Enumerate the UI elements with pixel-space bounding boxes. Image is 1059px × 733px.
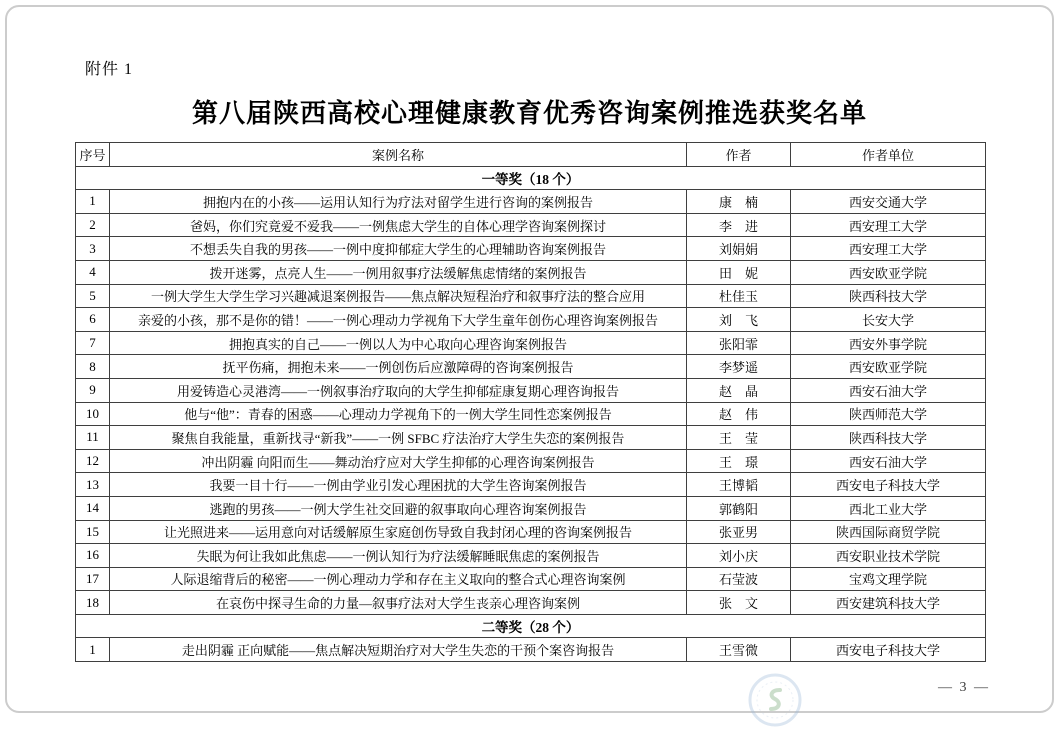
award-table-body	[76, 166, 986, 661]
table-row	[76, 213, 986, 237]
cell-case: 爸妈，你们究竟爱不爱我——一例焦虑大学生的自体心理学咨询案例探讨	[110, 213, 687, 237]
cell-unit: 西安外事学院	[791, 331, 986, 355]
cell-author: 刘 飞	[687, 308, 791, 332]
cell-unit: 西安理工大学	[791, 237, 986, 261]
cell-no: 8	[76, 355, 110, 379]
cell-unit: 长安大学	[791, 308, 986, 332]
cell-case: 我要一目十行——一例由学业引发心理困扰的大学生咨询案例报告	[110, 473, 687, 497]
cell-author: 张亚男	[687, 520, 791, 544]
cell-no: 6	[76, 308, 110, 332]
cell-no: 5	[76, 284, 110, 308]
table-row	[76, 237, 986, 261]
cell-unit: 西安交通大学	[791, 190, 986, 214]
cell-no: 17	[76, 567, 110, 591]
column-header-case: 案例名称	[110, 143, 687, 167]
cell-case: 亲爱的小孩，那不是你的错！——一例心理动力学视角下大学生童年创伤心理咨询案例报告	[110, 308, 687, 332]
cell-author: 王雪微	[687, 638, 791, 662]
cell-case: 拨开迷雾，点亮人生——一例用叙事疗法缓解焦虑情绪的案例报告	[110, 260, 687, 284]
cell-case: 冲出阴霾 向阳而生——舞动治疗应对大学生抑郁的心理咨询案例报告	[110, 449, 687, 473]
table-row	[76, 426, 986, 450]
cell-unit: 西安建筑科技大学	[791, 591, 986, 615]
cell-case: 聚焦自我能量，重新找寻“新我”——一例 SFBC 疗法治疗大学生失恋的案例报告	[110, 426, 687, 450]
cell-author: 李 进	[687, 213, 791, 237]
cell-unit: 西安石油大学	[791, 449, 986, 473]
table-row	[76, 473, 986, 497]
table-row	[76, 190, 986, 214]
section-label: 一等奖（18 个）	[76, 166, 986, 190]
cell-unit: 西安欧亚学院	[791, 355, 986, 379]
section-label: 二等奖（28 个）	[76, 614, 986, 638]
cell-case: 逃跑的男孩——一例大学生社交回避的叙事取向心理咨询案例报告	[110, 496, 687, 520]
cell-no: 7	[76, 331, 110, 355]
cell-no: 1	[76, 638, 110, 662]
cell-author: 赵 晶	[687, 378, 791, 402]
cell-author: 赵 伟	[687, 402, 791, 426]
cell-author: 杜佳玉	[687, 284, 791, 308]
column-header-no: 序号	[76, 143, 110, 167]
section-row	[76, 166, 986, 190]
cell-author: 张 文	[687, 591, 791, 615]
cell-no: 2	[76, 213, 110, 237]
cell-author: 王 璟	[687, 449, 791, 473]
cell-no: 9	[76, 378, 110, 402]
cell-unit: 西安电子科技大学	[791, 638, 986, 662]
cell-unit: 陕西科技大学	[791, 426, 986, 450]
cell-case: 抚平伤痛，拥抱未来——一例创伤后应激障碍的咨询案例报告	[110, 355, 687, 379]
cell-case: 拥抱内在的小孩——运用认知行为疗法对留学生进行咨询的案例报告	[110, 190, 687, 214]
cell-unit: 西北工业大学	[791, 496, 986, 520]
cell-author: 王博韬	[687, 473, 791, 497]
cell-unit: 陕西国际商贸学院	[791, 520, 986, 544]
cell-case: 失眠为何让我如此焦虑——一例认知行为疗法缓解睡眠焦虑的案例报告	[110, 544, 687, 568]
cell-unit: 西安电子科技大学	[791, 473, 986, 497]
cell-case: 不想丢失自我的男孩——一例中度抑郁症大学生的心理辅助咨询案例报告	[110, 237, 687, 261]
cell-no: 15	[76, 520, 110, 544]
column-header-author: 作者	[687, 143, 791, 167]
cell-case: 人际退缩背后的秘密——一例心理动力学和存在主义取向的整合式心理咨询案例	[110, 567, 687, 591]
cell-author: 石莹波	[687, 567, 791, 591]
table-row	[76, 331, 986, 355]
table-row	[76, 260, 986, 284]
table-row	[76, 544, 986, 568]
cell-no: 4	[76, 260, 110, 284]
table-row	[76, 402, 986, 426]
cell-no: 14	[76, 496, 110, 520]
cell-case: 在哀伤中探寻生命的力量—叙事疗法对大学生丧亲心理咨询案例	[110, 591, 687, 615]
cell-no: 3	[76, 237, 110, 261]
cell-no: 18	[76, 591, 110, 615]
cell-author: 康 楠	[687, 190, 791, 214]
table-row	[76, 355, 986, 379]
table-row	[76, 638, 986, 662]
table-row	[76, 449, 986, 473]
table-row	[76, 591, 986, 615]
cell-no: 11	[76, 426, 110, 450]
section-row	[76, 614, 986, 638]
cell-case: 让光照进来——运用意向对话缓解原生家庭创伤导致自我封闭心理的咨询案例报告	[110, 520, 687, 544]
column-header-unit: 作者单位	[791, 143, 986, 167]
cell-author: 王 莹	[687, 426, 791, 450]
cell-case: 拥抱真实的自己——一例以人为中心取向心理咨询案例报告	[110, 331, 687, 355]
cell-unit: 西安欧亚学院	[791, 260, 986, 284]
cell-unit: 陕西师范大学	[791, 402, 986, 426]
table-row	[76, 520, 986, 544]
cell-unit: 西安石油大学	[791, 378, 986, 402]
cell-no: 13	[76, 473, 110, 497]
cell-no: 1	[76, 190, 110, 214]
page-number: — 3 —	[938, 680, 990, 695]
cell-no: 10	[76, 402, 110, 426]
cell-case: 他与“他”：青春的困惑——心理动力学视角下的一例大学生同性恋案例报告	[110, 402, 687, 426]
table-row	[76, 496, 986, 520]
cell-author: 刘小庆	[687, 544, 791, 568]
cell-no: 16	[76, 544, 110, 568]
table-row	[76, 378, 986, 402]
page-title: 第八届陕西高校心理健康教育优秀咨询案例推选获奖名单	[191, 99, 867, 128]
cell-no: 12	[76, 449, 110, 473]
cell-author: 刘娟娟	[687, 237, 791, 261]
cell-case: 一例大学生大学生学习兴趣减退案例报告——焦点解决短程治疗和叙事疗法的整合应用	[110, 284, 687, 308]
cell-unit: 陕西科技大学	[791, 284, 986, 308]
cell-unit: 西安职业技术学院	[791, 544, 986, 568]
cell-author: 郭鹤阳	[687, 496, 791, 520]
award-table	[75, 142, 986, 662]
cell-case: 用爱铸造心灵港湾——一例叙事治疗取向的大学生抑郁症康复期心理咨询报告	[110, 378, 687, 402]
cell-author: 张阳霏	[687, 331, 791, 355]
seal-watermark-icon	[747, 672, 803, 728]
attachment-label: 附件 1	[85, 61, 134, 78]
cell-case: 走出阴霾 正向赋能——焦点解决短期治疗对大学生失恋的干预个案咨询报告	[110, 638, 687, 662]
cell-author: 李梦遥	[687, 355, 791, 379]
cell-author: 田 妮	[687, 260, 791, 284]
cell-unit: 西安理工大学	[791, 213, 986, 237]
cell-unit: 宝鸡文理学院	[791, 567, 986, 591]
table-header-row	[76, 143, 986, 167]
table-row	[76, 284, 986, 308]
table-row	[76, 308, 986, 332]
table-row	[76, 567, 986, 591]
